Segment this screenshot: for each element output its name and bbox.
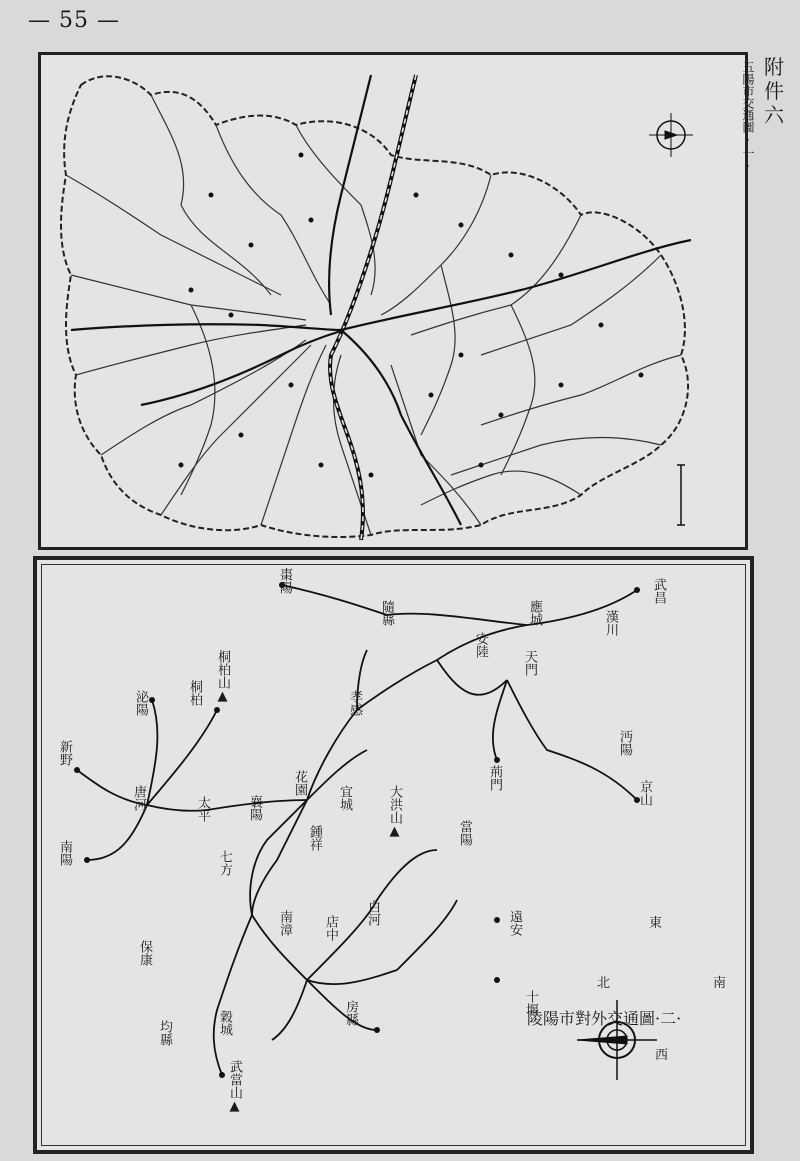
lower-map-svg bbox=[37, 560, 750, 1150]
place-yicheng: 宜城 bbox=[337, 785, 352, 811]
railway bbox=[330, 75, 416, 540]
place-baihe: 白河 bbox=[365, 900, 380, 926]
place-xinye: 新野 bbox=[57, 740, 72, 766]
place-hanchuan: 漢川 bbox=[603, 610, 618, 636]
compass-south-label: 南 bbox=[713, 976, 727, 991]
place-zhongxiang: 鍾祥 bbox=[307, 825, 322, 851]
place-jingmen: 荊門 bbox=[487, 765, 502, 791]
compass-north-label: 北 bbox=[597, 976, 611, 991]
place-gucheng: 穀城 bbox=[217, 1010, 232, 1036]
place-xiangyang: 襄陽 bbox=[247, 795, 262, 821]
compass-east-label: 東 bbox=[649, 916, 663, 931]
place-wudangshan: 武當山▲ bbox=[227, 1060, 242, 1114]
place-nanzhang: 南漳 bbox=[277, 910, 292, 936]
upper-map-panel bbox=[38, 52, 755, 550]
district-lines bbox=[66, 95, 681, 535]
place-xiaogan: 孝感 bbox=[347, 690, 362, 716]
place-fangxian: 房縣 bbox=[343, 1000, 358, 1026]
place-qifang: 七方 bbox=[217, 850, 232, 876]
compass-west-label: 西 bbox=[655, 1048, 669, 1063]
place-baokang: 保康 bbox=[137, 940, 152, 966]
place-xiantao: 沔陽 bbox=[617, 730, 632, 756]
place-biyang: 泌陽 bbox=[133, 690, 148, 716]
place-dangyang: 當陽 bbox=[457, 820, 472, 846]
place-jingshan: 京山 bbox=[637, 780, 652, 806]
place-shiyan: 十堰 bbox=[523, 990, 538, 1016]
upper-map-svg bbox=[41, 55, 745, 547]
upper-map-title: 五陽市交通圖·一· bbox=[741, 61, 755, 173]
lower-map-panel bbox=[33, 556, 754, 1154]
place-huayuan: 花園 bbox=[292, 770, 307, 796]
boundary-line bbox=[61, 76, 688, 537]
appendix-label: 附件六 bbox=[764, 55, 784, 127]
place-dianzhong: 店中 bbox=[323, 915, 338, 941]
place-yingcheng: 應城 bbox=[527, 600, 542, 626]
place-junxian: 均縣 bbox=[157, 1020, 172, 1046]
compass-icon bbox=[649, 113, 693, 157]
place-taiping: 太平 bbox=[195, 796, 210, 822]
place-tongbai: 桐柏 bbox=[187, 680, 202, 706]
place-tianmen: 天門 bbox=[522, 650, 537, 676]
place-wuchang: 武昌 bbox=[651, 578, 666, 604]
place-nanyang: 南陽 bbox=[57, 840, 72, 866]
lower-map-title: 陵陽市對外交通圖·二· bbox=[527, 1009, 682, 1028]
place-tongbaishan: 桐柏山▲ bbox=[215, 650, 230, 704]
place-suixian: 隨縣 bbox=[379, 600, 394, 626]
place-zaoyang: 棗陽 bbox=[277, 568, 292, 594]
place-dahongshan: 大洪山▲ bbox=[387, 785, 402, 839]
scale-bar bbox=[677, 465, 685, 525]
place-anlu: 安陸 bbox=[473, 632, 488, 658]
page-number: — 55 — bbox=[28, 8, 120, 33]
place-yuanan: 遠安 bbox=[507, 910, 522, 936]
place-tanghe: 唐河 bbox=[131, 785, 146, 811]
